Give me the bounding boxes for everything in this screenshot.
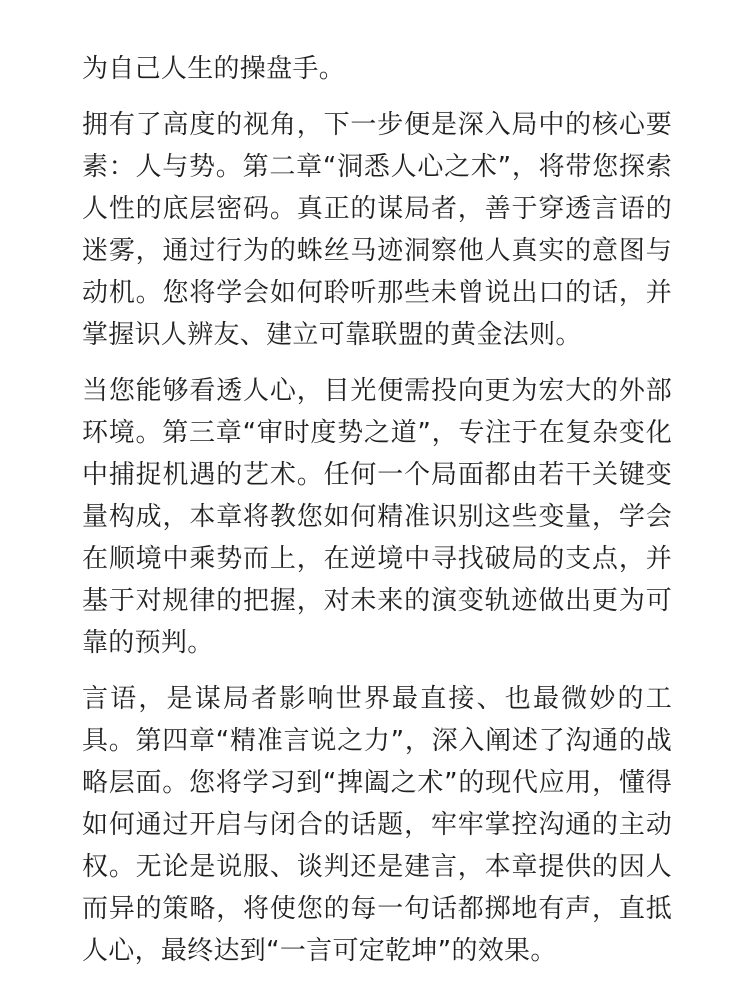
- paragraph: 言语，是谋局者影响世界最直接、也最微妙的工具。第四章“精准言说之力”，深入阐述了沟通的战略层面。您将学习到“捭阖之术”的现代应用，懂得如何通过开启与闭合的话题，牢牢掌控沟通的主动权。无论是说服、谈判还是建言，本章提供的因人而异的策略，将使您的每一句话都掷地有声，直抵人心，最终达到“一言可定乾坤”的效果。: [82, 684, 672, 966]
- paragraph: 当您能够看透人心，目光便需投向更为宏大的外部环境。第三章“审时度势之道”，专注于在复杂变化中捕捉机遇的艺术。任何一个局面都由若干关键变量构成，本章将教您如何精准识别这些变量，学会在顺境中乘势而上，在逆境中寻找破局的支点，并基于对规律的把握，对未来的演变轨迹做出更为可靠的预判。: [82, 376, 672, 658]
- paragraph: 为自己人生的操盘手。: [82, 54, 346, 84]
- document-body: [82, 48, 672, 986]
- paragraph: 拥有了高度的视角，下一步便是深入局中的核心要素：人与势。第二章“洞悉人心之术”，将带您探索人性的底层密码。真正的谋局者，善于穿透言语的迷雾，通过行为的蛛丝马迹洞察他人真实的意图与动机。您将学会如何聆听那些未曾说出口的话，并掌握识人辨友、建立可靠联盟的黄金法则。: [82, 110, 672, 350]
